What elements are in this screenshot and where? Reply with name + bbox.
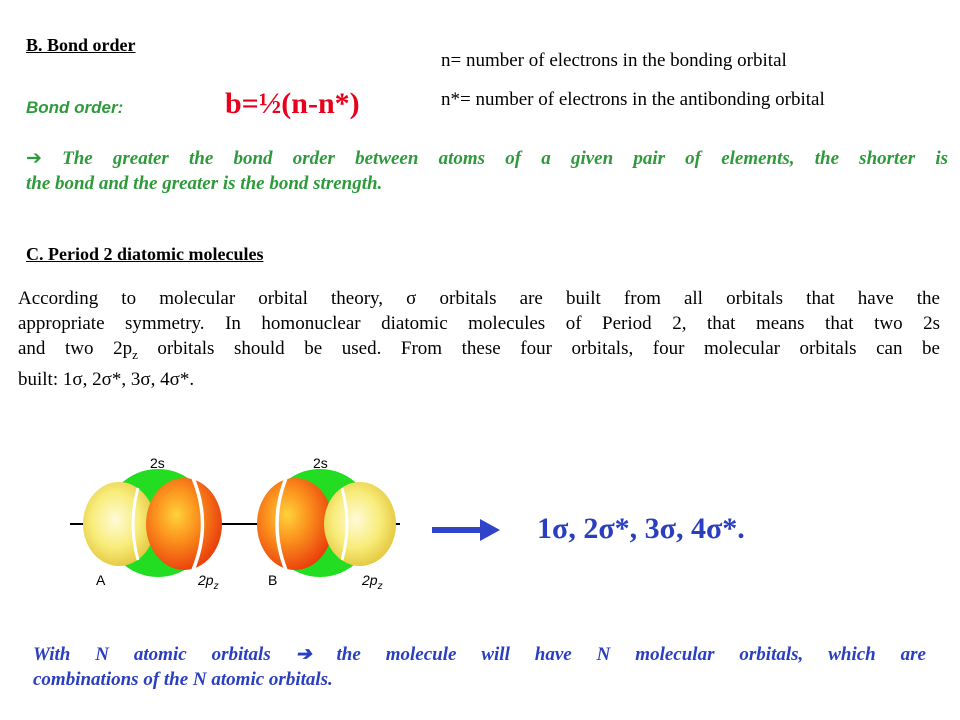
molecular-orbital-result: 1σ, 2σ*, 3σ, 4σ*. (537, 512, 745, 545)
label-2s-atom-b: 2s (313, 455, 328, 471)
definition-n-star: n*= number of electrons in the antibonding orbital (441, 89, 825, 110)
orbital-overlap-diagram (60, 440, 420, 600)
atom-a-2pz-positive-lobe (146, 478, 222, 570)
section-b-heading: B. Bond order (26, 35, 136, 55)
statement-line-2: the bond and the greater is the bond strength. (26, 173, 383, 194)
definition-n: n= number of electrons in the bonding orbital (441, 50, 787, 71)
section-c-heading: C. Period 2 diatomic molecules (26, 244, 264, 264)
footer-line-1: With N atomic orbitals ➔ the molecule will have N molecular orbitals, which are (33, 644, 926, 665)
paragraph-line-1: According to molecular orbital theory, σ orbitals are built from all orbitals that have the (18, 288, 940, 309)
paragraph-line-4: built: 1σ, 2σ*, 3σ, 4σ*. (18, 368, 195, 390)
atom-b-2pz-positive-lobe (324, 482, 396, 566)
footer-statement (33, 642, 926, 692)
statement-line-1: The greater the bond order between atoms of a given pair of elements, the shorter is (62, 148, 948, 169)
atom-b-2pz-negative-lobe (257, 478, 333, 570)
bond-order-formula: b=½(n-n*) (225, 87, 360, 120)
atom-a-2pz-negative-lobe (83, 482, 155, 566)
bond-order-label: Bond order: (26, 98, 124, 117)
bond-order-statement (26, 146, 948, 196)
label-2pz-atom-a: $2p_z$ (198, 572, 219, 592)
label-2s-atom-a: 2s (150, 455, 165, 471)
result-arrow-icon (430, 515, 502, 545)
footer-line-2: combinations of the N atomic orbitals. (33, 669, 333, 690)
paragraph-line-2: appropriate symmetry. In homonuclear diatomic molecules of Period 2, that means that two 2s (18, 313, 940, 334)
paragraph-line-3: and two $2p_z$ orbitals should be used. From these four orbitals, four molecular orbitals can be (18, 338, 940, 362)
label-atom-a: A (96, 572, 106, 588)
mo-theory-paragraph (18, 286, 940, 392)
right-arrow-icon: ➔ (26, 147, 42, 169)
label-atom-b: B (268, 572, 278, 588)
label-2pz-atom-b: $2p_z$ (362, 572, 383, 592)
